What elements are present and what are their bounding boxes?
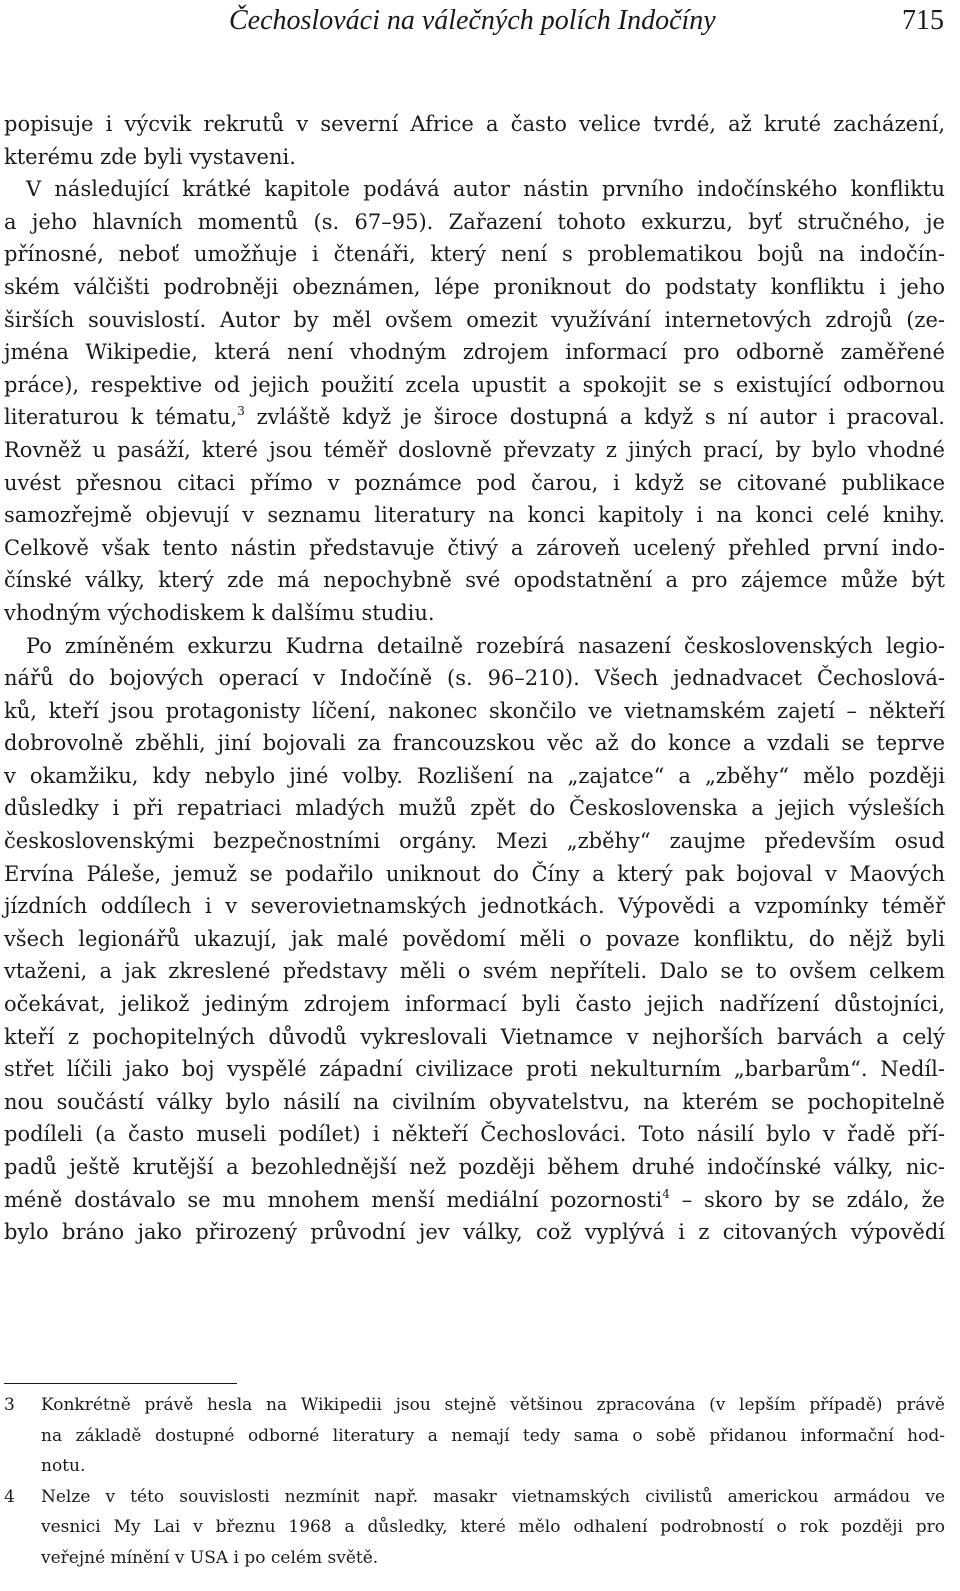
body-line-with-footnote-ref — [4, 1184, 945, 1217]
body-line: československými bezpečnostními orgány. Mezi „zběhy“ zaujme především osud — [4, 829, 945, 854]
body-line: čínské války, který zde má nepochybně své opodstatnění a pro zájemce může být — [4, 568, 945, 593]
body-line: V následující krátké kapitole podává autor nástin prvního indočínského konfliktu — [26, 177, 945, 202]
page-number: 715 — [902, 5, 944, 36]
body-line: širších souvislostí. Autor by měl ovšem omezit využívání internetových zdrojů (ze- — [4, 307, 945, 332]
body-line: popisuje i výcvik rekrutů v severní Africe a často velice tvrdé, až kruté zacházení, — [4, 112, 945, 136]
body-line: bylo bráno jako přirozený průvodní jev války, což vyplývá i z citovaných výpovědí — [4, 1220, 945, 1245]
body-line: přínosné, neboť umožňuje i čtenáři, který není s problematikou bojů na indočín- — [4, 242, 945, 267]
body-line: jména Wikipedie, která není vhodným zdrojem informací pro odborně zaměřené — [4, 340, 945, 365]
body-line: vhodným východiskem k dalšímu studiu. — [4, 600, 435, 625]
footnote-ref-4: 4 — [662, 1186, 670, 1201]
body-line-part: – skoro by se zdálo, že — [681, 1187, 945, 1212]
body-line: ků, kteří jsou protagonisty líčení, nakonec skončilo ve vietnamském zajetí – někteří — [4, 698, 945, 723]
body-line: kterému zde byli vystaveni. — [4, 144, 296, 169]
body-line: dobrovolně zběhli, jiní bojovali za francouzskou věc až do konce a vzdali se teprve — [4, 731, 945, 756]
body-line: práce), respektive od jejich použití zcela upustit a spokojit se s existující odbornou — [4, 372, 945, 397]
footnote-line: na základě dostupné odborné literatury a nemají tedy sama o sobě přidanou informační hod- — [41, 1425, 945, 1446]
body-line: v okamžiku, kdy nebylo jiné volby. Rozlišení na „zajatce“ a „zběhy“ mělo později — [4, 763, 945, 788]
footnote-number: 4 — [4, 1486, 15, 1507]
body-line: samozřejmě objevují v seznamu literatury na konci kapitoly i na konci celé knihy. — [4, 503, 945, 528]
body-line: střet líčili jako boj vyspělé západní civilizace proti nekulturním „barbarům“. Nedíl- — [4, 1057, 945, 1082]
footnote-line: Konkrétně právě hesla na Wikipedii jsou stejně většinou zpracována (v lepším případě) právě — [41, 1395, 945, 1415]
body-line: všech legionářů ukazují, jak malé povědomí měli o povaze konfliktu, do nějž byli — [4, 926, 945, 951]
body-line: ském válčišti podrobněji obeznámen, lépe proniknout do podstaty konfliktu i jeho — [4, 274, 945, 299]
footnote-4 — [4, 1482, 945, 1574]
body-line-with-footnote-ref — [4, 401, 945, 434]
body-line: Celkově však tento nástin představuje čtivý a zároveň ucelený přehled první indo- — [4, 535, 945, 560]
footnote-number: 3 — [4, 1395, 15, 1415]
body-line-part: zvláště když je široce dostupná a když s ní autor i pracoval. — [256, 405, 945, 430]
body-line: kteří z pochopitelných důvodů vykreslovali Vietnamce v nejhorších barvách a celý — [4, 1024, 945, 1049]
body-line: vtaženi, a jak zkreslené představy měli o svém nepříteli. Dalo se to ovšem celkem — [4, 959, 945, 984]
footnote-3 — [4, 1390, 945, 1482]
body-text — [4, 108, 945, 1249]
footnote-separator — [4, 1383, 237, 1384]
body-line: a jeho hlavních momentů (s. 67–95). Zařazení tohoto exkurzu, byť stručného, je — [4, 209, 945, 234]
footnote-line: veřejné mínění v USA i po celém světě. — [41, 1547, 379, 1568]
footnote-line: vesnici My Lai v březnu 1968 a důsledky, které mělo odhalení podrobností o rok později pro — [41, 1517, 945, 1537]
body-line: Rovněž u pasáží, které jsou téměř doslovně převzaty z jiných prací, by bylo vhodné — [4, 437, 945, 462]
running-header — [0, 0, 960, 50]
body-line: podíleli (a často museli podílet) i někteří Čechoslováci. Toto násilí bylo v řadě pří- — [4, 1122, 945, 1147]
footnotes — [4, 1390, 945, 1573]
body-line-part: literaturou k tématu, — [4, 405, 238, 430]
footnote-line: Nelze v této souvislosti nezmínit např. masakr vietnamských civilistů americkou armádou ve — [41, 1486, 945, 1507]
body-line-part: méně dostávalo se mu mnohem menší mediální pozornosti — [4, 1187, 663, 1212]
body-line: nářů do bojových operací v Indočíně (s. 96–210). Všech jednadvacet Čechoslová- — [4, 666, 945, 691]
body-line: Po zmíněném exkurzu Kudrna detailně rozebírá nasazení československých legio- — [26, 633, 945, 658]
footnote-ref-3: 3 — [237, 404, 245, 419]
body-line: uvést přesnou citaci přímo v poznámce pod čarou, i když se citované publikace — [4, 470, 945, 495]
body-line: důsledky i při repatriaci mladých mužů zpět do Československa a jejich výsleších — [4, 796, 945, 821]
body-line: očekávat, jelikož jediným zdrojem informací byli často jejich nadřízení důstojníci, — [4, 992, 945, 1017]
footnote-line: notu. — [41, 1456, 86, 1476]
running-title: Čechoslováci na válečných polích Indočíny — [229, 5, 716, 36]
body-line: padů ještě krutější a bezohlednější než později během druhé indočínské války, nic- — [4, 1155, 945, 1179]
body-line: jízdních oddílech i v severovietnamských jednotkách. Výpovědi a vzpomínky téměř — [4, 894, 945, 919]
body-line: nou součástí války bylo násilí na civilním obyvatelstvu, na kterém se pochopitelně — [4, 1089, 945, 1114]
body-line: Ervína Páleše, jemuž se podařilo uniknout do Číny a který pak bojoval v Maových — [4, 861, 945, 886]
